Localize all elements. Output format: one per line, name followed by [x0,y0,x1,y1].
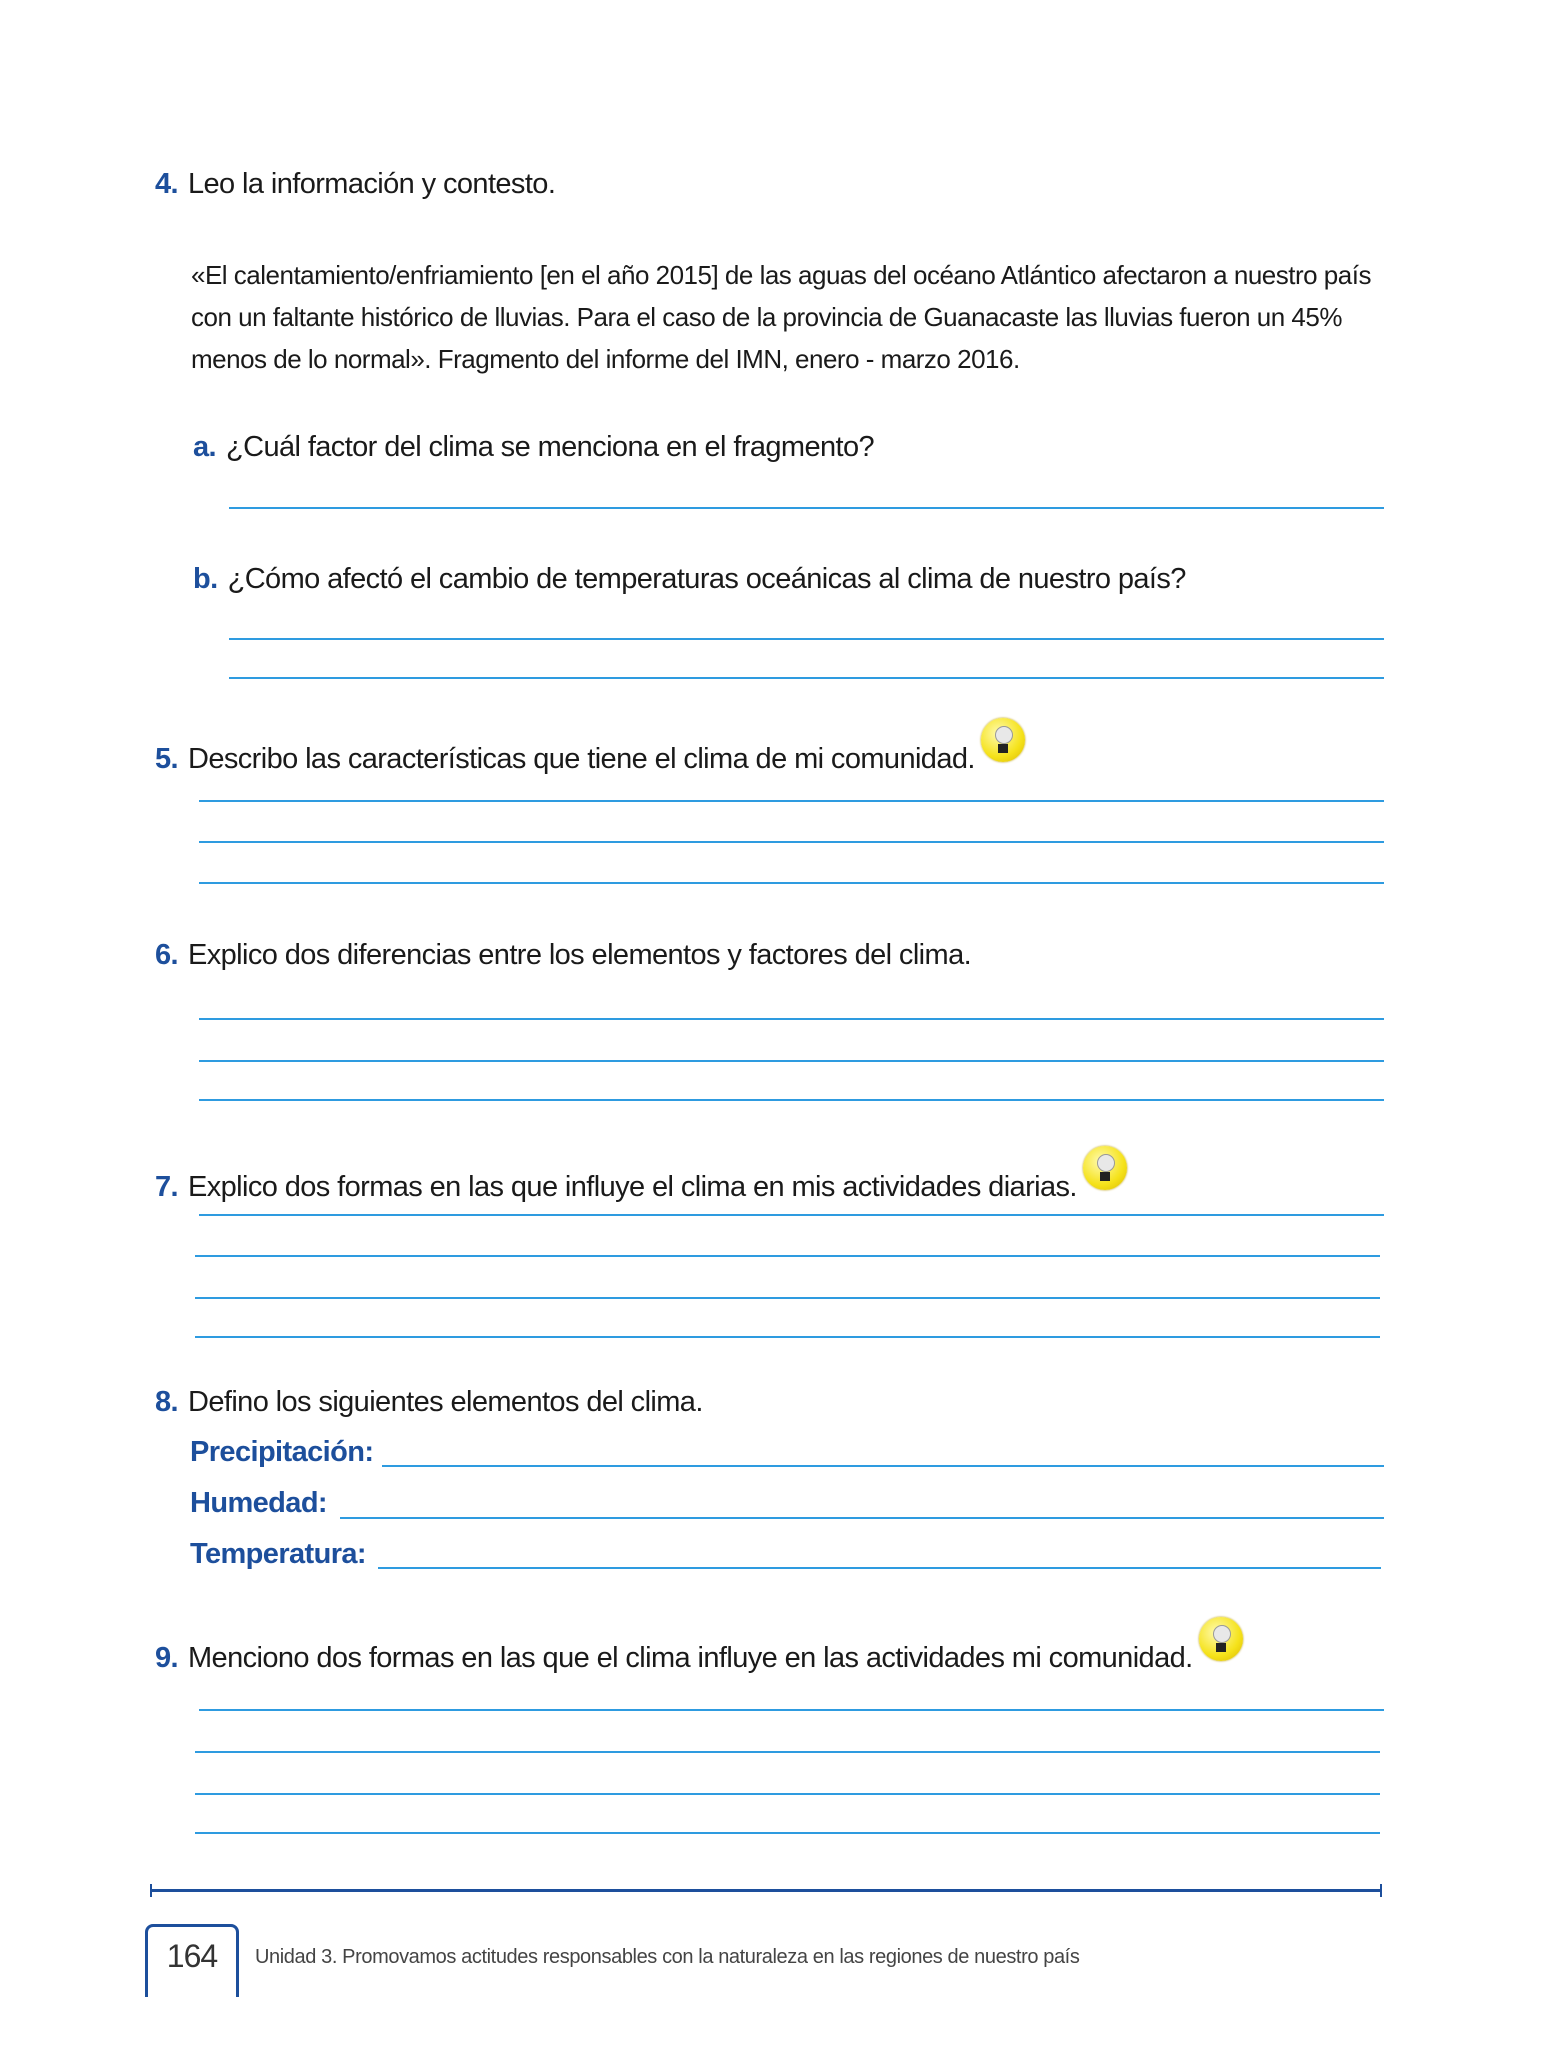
question-text: Leo la información y contesto. [188,168,556,200]
answer-line[interactable] [195,1793,1380,1795]
question-number: 6. [155,939,178,971]
answer-line[interactable] [378,1567,1381,1569]
answer-line[interactable] [229,677,1384,679]
answer-line[interactable] [199,1709,1384,1711]
answer-line[interactable] [199,1214,1384,1216]
question-text: Defino los siguientes elementos del clima. [188,1386,703,1418]
question-5 [155,718,1025,776]
answer-line[interactable] [199,800,1384,802]
footer-divider [150,1889,1382,1892]
answer-line[interactable] [340,1517,1384,1519]
term-humedad: Humedad: [190,1487,327,1519]
answer-line[interactable] [229,507,1384,509]
question-number: 4. [155,168,178,200]
answer-line[interactable] [195,1255,1380,1257]
term-temperatura: Temperatura: [190,1538,366,1570]
question-4a [193,431,874,464]
question-9 [155,1617,1243,1675]
question-7 [155,1146,1127,1204]
answer-line[interactable] [195,1751,1380,1753]
answer-line[interactable] [199,882,1384,884]
question-text: ¿Cómo afectó el cambio de temperaturas oceánicas al clima de nuestro país? [227,563,1186,595]
lightbulb-icon [1083,1146,1127,1190]
question-6 [155,939,971,972]
answer-line[interactable] [195,1336,1380,1338]
answer-line[interactable] [199,1060,1384,1062]
term-precipitacion: Precipitación: [190,1436,374,1468]
answer-line[interactable] [195,1297,1380,1299]
answer-line[interactable] [195,1832,1380,1834]
answer-line[interactable] [229,638,1384,640]
question-number: 8. [155,1386,178,1418]
answer-line[interactable] [199,1018,1384,1020]
question-text: Describo las características que tiene el clima de mi comunidad. [188,743,975,775]
question-8 [155,1386,703,1419]
question-text: Explico dos formas en las que influye el clima en mis actividades diarias. [188,1171,1077,1203]
question-4b [193,563,1186,596]
lightbulb-icon [981,718,1025,762]
quote-paragraph: «El calentamiento/enfriamiento [en el año 2015] de las aguas del océano Atlántico afectaron a nuestro país con un faltante histórico de lluvias. Para el caso de la provincia de Guanacaste las lluvias fueron un 45% menos de lo normal». Fragmento del informe del IMN, enero - marzo 2016. [191,260,1371,374]
question-number: 5. [155,743,178,775]
question-text: ¿Cuál factor del clima se menciona en el fragmento? [226,431,875,463]
answer-line[interactable] [199,1099,1384,1101]
footer-unit-title: Unidad 3. Promovamos actitudes responsables con la naturaleza en las regiones de nuestro país [255,1946,1080,1968]
answer-line[interactable] [199,841,1384,843]
question-number: 9. [155,1642,178,1674]
sub-letter: b. [193,563,218,595]
sub-letter: a. [193,431,216,463]
question-number: 7. [155,1171,178,1203]
question-4 [155,168,555,201]
lightbulb-icon [1199,1617,1243,1661]
answer-line[interactable] [382,1465,1384,1467]
question-text: Menciono dos formas en las que el clima influye en las actividades mi comunidad. [188,1642,1193,1674]
page-number: 164 [145,1924,239,1997]
question-text: Explico dos diferencias entre los elementos y factores del clima. [188,939,972,971]
